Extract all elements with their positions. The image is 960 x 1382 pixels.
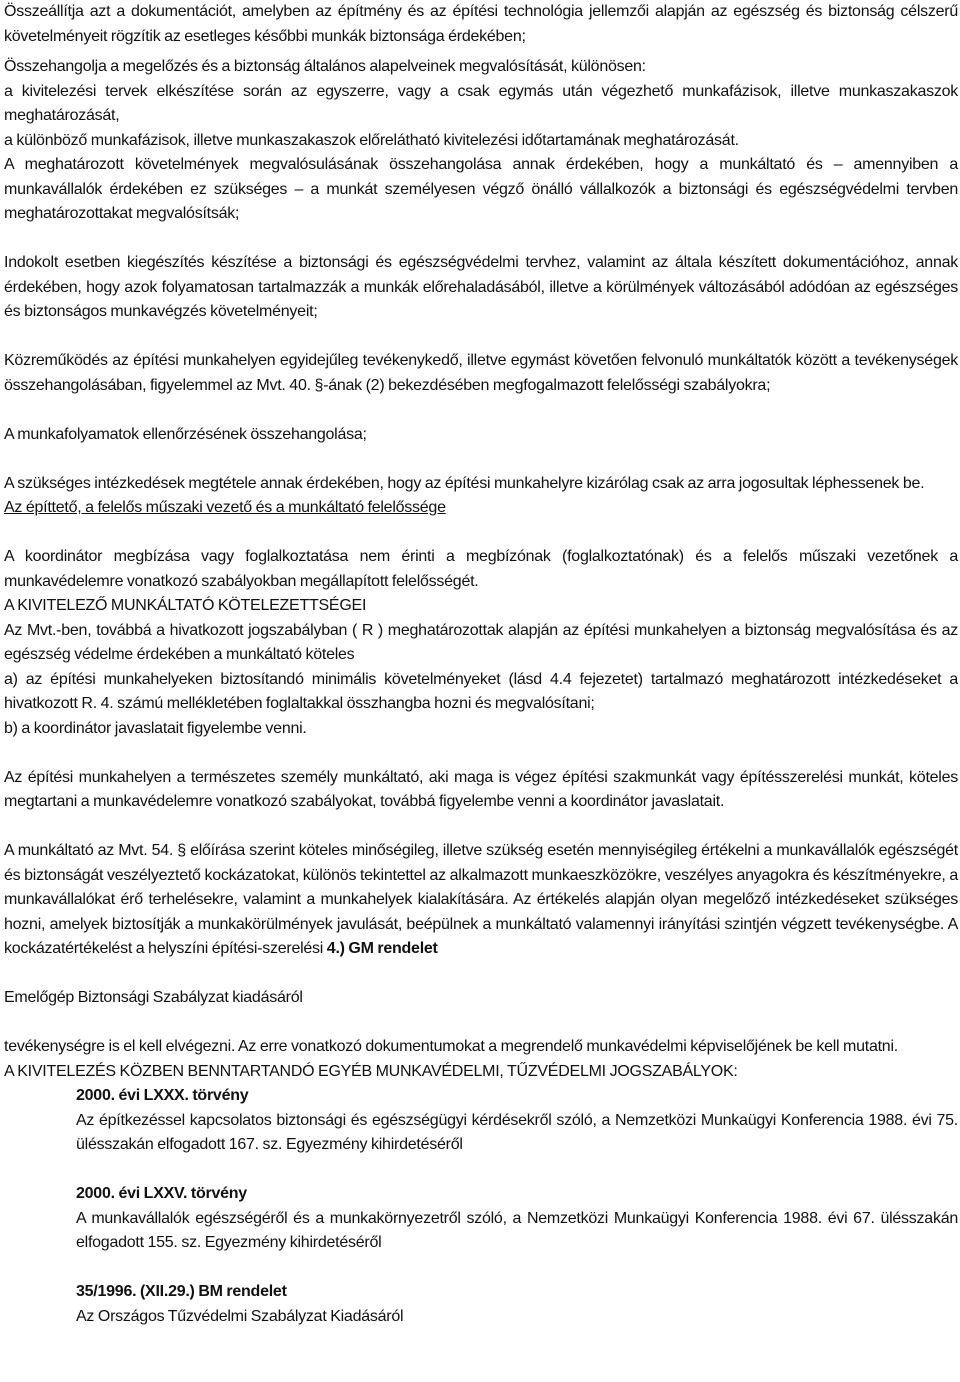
paragraph: a kivitelezési tervek elkészítése során az egyszerre, vagy a csak egymás után végezhető munkafázisok, illetve munkaszakaszok meghatározását, [4,82,958,124]
paragraph: Az Mvt.-ben, továbbá a hivatkozott jogszabályban ( R ) meghatározottak alapján az építési munkahelyen a biztonság megvalósítása és az egészség védelme érdekében a munkáltató köteles [4,621,958,663]
paragraph: Emelőgép Biztonsági Szabályzat kiadásáról [4,989,303,1006]
section-heading: A KIVITELEZŐ MUNKÁLTATÓ KÖTELEZETTSÉGEI [4,597,367,614]
law-description: Az építkezéssel kapcsolatos biztonsági és egészségügyi kérdésekről szóló, a Nemzetközi Munkaügyi Konferencia 1988. évi 75. ülésszakán elfogadott 167. sz. Egyezmény kihirdetéséről [76,1111,958,1153]
paragraph: Összeállítja azt a dokumentációt, amelyben az építmény és az építési technológia jellemzői alapján az egészség és biztonság célszerű követelményeit rögzítik az esetleges későbbi munkák biztonsága érdekében; [4,3,958,45]
law-list [4,1084,958,1329]
law-description: Az Országos Tűzvédelmi Szabályzat Kiadásáról [76,1307,404,1325]
paragraph: A koordinátor megbízása vagy foglalkoztatása nem érinti a megbízónak (foglalkoztatónak) és a felelős műszaki vezetőnek a munkavédelemre vonatkozó szabályokban megállapított felelősségét. [4,548,958,590]
regulation-reference: 4.) GM rendelet [326,940,438,957]
paragraph: A munkafolyamatok ellenőrzésének összehangolása; [4,425,367,443]
list-item: b) a koordinátor javaslatait figyelembe venni. [4,719,307,737]
paragraph: Az építési munkahelyen a természetes személy munkáltató, aki maga is végez építési szakmunkát vagy építésszerelési munkát, köteles megtartani a munkavédelemre vonatkozó szabályokat, továbbá figyelembe venni a koordinátor javaslatait. [4,768,958,810]
paragraph: A szükséges intézkedések megtétele annak érdekében, hogy az építési munkahelyre kizárólag csak az arra jogosultak léphessenek be. [4,474,925,492]
paragraph: Közreműködés az építési munkahelyen egyidejűleg tevékenykedő, illetve egymást követően felvonuló munkáltatók között a tevékenységek összehangolásában, figyelemmel az Mvt. 40. §-ának (2) bekezdésében megfogalmazott felelősségi szabályokra; [4,352,958,394]
list-item: a) az építési munkahelyeken biztosítandó minimális követelményeket (lásd 4.4 fejezetet) tartalmazó meghatározott intézkedéseket a hivatkozott R. 4. számú mellékletében foglaltakkal összhangba hozni és megvalósítani; [4,670,958,712]
paragraph-text: A munkáltató az Mvt. 54. § előírása szerint köteles minőségileg, illetve szükség esetén mennyiségileg értékelni a munkavállalók egészségét és biztonságát veszélyeztető kockázatokat, különös tekintettel az alkalmazott munkaeszközökre, veszélyes anyagokra és készítményekre, a munkavállalókat érő terhelésekre, valamint a munkahelyek kialakítására. Az értékelés alapján olyan megelőző intézkedéseket szükséges hozni, amelyek biztosítják a munkakörülmények javulását, beépülnek a munkáltató valamennyi irányítási szintjén végzett tevékenységbe. A kockázatértékelést a helyszíni építési-szerelési [4,842,958,957]
law-title: 2000. évi LXXX. törvény [76,1087,249,1104]
paragraph: a különböző munkafázisok, illetve munkaszakaszok előrelátható kivitelezési időtartamának meghatározását. [4,131,739,149]
paragraph [4,839,958,962]
paragraph: Összehangolja a megelőzés és a biztonság általános alapelveinek megvalósítását, különösen: [4,58,646,75]
law-description: A munkavállalók egészségéről és a munkakörnyezetről szóló, a Nemzetközi Munkaügyi Konferencia 1988. évi 67. ülésszakán elfogadott 155. sz. Egyezmény kihirdetéséről [76,1209,958,1251]
paragraph: Indokolt esetben kiegészítés készítése a biztonsági és egészségvédelmi tervhez, valamint az általa készített dokumentációhoz, annak érdekében, hogy azok folyamatosan tartalmazzák a munkák előrehaladásából, illetve a körülmények változásából adódóan az egészséges és biztonságos munkavégzés követelményeit; [4,254,958,320]
law-title: 35/1996. (XII.29.) BM rendelet [76,1283,287,1300]
law-title: 2000. évi LXXV. törvény [76,1185,247,1202]
paragraph: A meghatározott követelmények megvalósulásának összehangolása annak érdekében, hogy a munkáltató és – amennyiben a munkavállalók érdekében ez szükséges – a munkát személyesen végző önálló vállalkozók a biztonsági és egészségvédelmi tervben meghatározottakat megvalósítsák; [4,156,958,222]
section-heading: Az építtető, a felelős műszaki vezető és a munkáltató felelőssége [4,499,446,516]
paragraph: tevékenységre is el kell elvégezni. Az erre vonatkozó dokumentumokat a megrendelő munkavédelmi képviselőjének be kell mutatni. [4,1038,898,1055]
section-heading: A KIVITELEZÉS KÖZBEN BENNTARTANDÓ EGYÉB MUNKAVÉDELMI, TŰZVÉDELMI JOGSZABÁLYOK: [4,1062,738,1080]
